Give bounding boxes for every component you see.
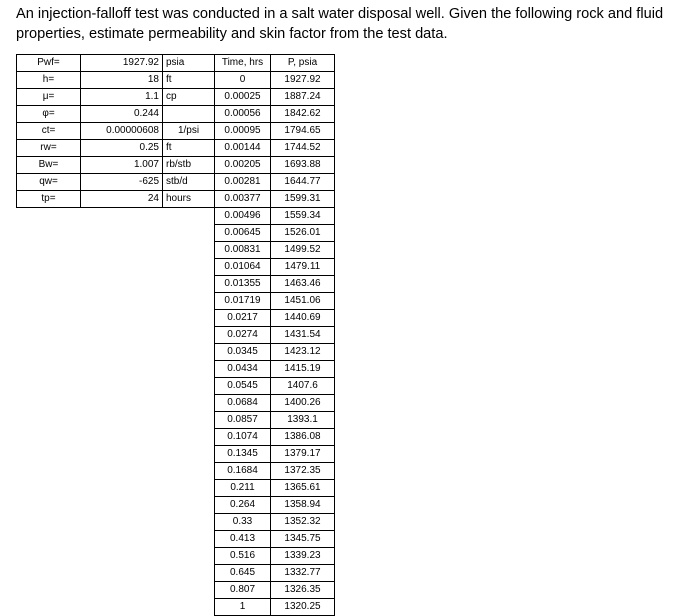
table-row [215,157,335,174]
time-cell: 0.01355 [215,276,271,293]
time-cell: 0.0217 [215,310,271,327]
table-row [215,259,335,276]
property-unit: hours [163,191,215,208]
table-row [215,582,335,599]
property-row [17,55,215,72]
property-unit: rb/stb [163,157,215,174]
property-value: 1927.92 [81,55,163,72]
pressure-cell: 1345.75 [271,531,335,548]
table-row [215,327,335,344]
property-label: ct= [17,123,81,140]
table-row [215,548,335,565]
time-cell: 0.645 [215,565,271,582]
table-row [215,446,335,463]
time-cell: 0.00377 [215,191,271,208]
pressure-cell: 1693.88 [271,157,335,174]
test-data-table [214,54,335,616]
pressure-cell: 1451.06 [271,293,335,310]
problem-statement: An injection-falloff test was conducted in a salt water disposal well. Given the following rock and fluid properties, estimate permeability and skin factor from the test data. [16,6,664,42]
pressure-cell: 1440.69 [271,310,335,327]
time-cell: 0.0684 [215,395,271,412]
pressure-cell: 1499.52 [271,242,335,259]
table-row [215,395,335,412]
time-cell: 0.264 [215,497,271,514]
table-row [215,225,335,242]
header-row [215,55,335,72]
time-cell: 0.807 [215,582,271,599]
time-cell: 1 [215,599,271,616]
time-cell: 0.00144 [215,140,271,157]
table-row [215,123,335,140]
table-row [215,480,335,497]
property-row [17,89,215,106]
table-row [215,463,335,480]
property-label: qw= [17,174,81,191]
pressure-cell: 1379.17 [271,446,335,463]
table-row [215,361,335,378]
pressure-cell: 1393.1 [271,412,335,429]
pressure-cell: 1320.25 [271,599,335,616]
property-value: 1.1 [81,89,163,106]
property-row [17,106,215,123]
table-row [215,310,335,327]
pressure-cell: 1407.6 [271,378,335,395]
pressure-cell: 1386.08 [271,429,335,446]
property-label: h= [17,72,81,89]
property-value: -625 [81,174,163,191]
property-label: Pwf= [17,55,81,72]
table-row [215,242,335,259]
table-row [215,174,335,191]
time-cell: 0.00056 [215,106,271,123]
property-value: 24 [81,191,163,208]
pressure-cell: 1332.77 [271,565,335,582]
table-row [215,599,335,616]
time-cell: 0.01719 [215,293,271,310]
pressure-cell: 1423.12 [271,344,335,361]
property-unit: stb/d [163,174,215,191]
table-row [215,412,335,429]
property-value: 1.007 [81,157,163,174]
table-row [215,72,335,89]
table-row [215,191,335,208]
property-label: tp= [17,191,81,208]
table-row [215,140,335,157]
time-cell: 0.33 [215,514,271,531]
table-row [215,514,335,531]
property-value: 0.244 [81,106,163,123]
table-row [215,293,335,310]
pressure-cell: 1794.65 [271,123,335,140]
property-unit [163,106,215,123]
table-row [215,497,335,514]
pressure-cell: 1352.32 [271,514,335,531]
time-cell: 0.01064 [215,259,271,276]
time-cell: 0.0345 [215,344,271,361]
time-cell: 0.0434 [215,361,271,378]
time-cell: 0 [215,72,271,89]
property-row [17,123,215,140]
pressure-cell: 1431.54 [271,327,335,344]
pressure-cell: 1326.35 [271,582,335,599]
time-cell: 0.0274 [215,327,271,344]
time-cell: 0.211 [215,480,271,497]
property-label: μ= [17,89,81,106]
pressure-cell: 1372.35 [271,463,335,480]
pressure-cell: 1599.31 [271,191,335,208]
property-unit: psia [163,55,215,72]
table-row [215,208,335,225]
property-unit: ft [163,72,215,89]
pressure-cell: 1842.62 [271,106,335,123]
table-row [215,276,335,293]
pressure-cell: 1887.24 [271,89,335,106]
pressure-cell: 1644.77 [271,174,335,191]
property-row [17,140,215,157]
time-cell: 0.0545 [215,378,271,395]
time-cell: 0.00095 [215,123,271,140]
pressure-cell: 1339.23 [271,548,335,565]
time-cell: 0.00831 [215,242,271,259]
pressure-cell: 1479.11 [271,259,335,276]
properties-table [16,54,215,208]
pressure-cell: 1365.61 [271,480,335,497]
time-cell: 0.413 [215,531,271,548]
property-row [17,174,215,191]
property-unit: ft [163,140,215,157]
pressure-cell: 1526.01 [271,225,335,242]
property-unit: 1/psi [163,123,215,140]
pressure-cell: 1415.19 [271,361,335,378]
property-unit: cp [163,89,215,106]
time-cell: 0.00645 [215,225,271,242]
property-value: 0.00000608 [81,123,163,140]
time-cell: 0.0857 [215,412,271,429]
pressure-cell: 1400.26 [271,395,335,412]
property-value: 0.25 [81,140,163,157]
table-row [215,106,335,123]
property-label: φ= [17,106,81,123]
table-row [215,531,335,548]
property-value: 18 [81,72,163,89]
pressure-cell: 1559.34 [271,208,335,225]
time-cell: 0.00281 [215,174,271,191]
time-cell: 0.1345 [215,446,271,463]
time-cell: 0.1684 [215,463,271,480]
pressure-header: P, psia [271,55,335,72]
table-row [215,429,335,446]
time-cell: 0.00205 [215,157,271,174]
time-header: Time, hrs [215,55,271,72]
table-row [215,378,335,395]
pressure-cell: 1358.94 [271,497,335,514]
pressure-cell: 1927.92 [271,72,335,89]
property-label: Bw= [17,157,81,174]
table-row [215,565,335,582]
time-cell: 0.516 [215,548,271,565]
time-cell: 0.00025 [215,89,271,106]
table-row [215,344,335,361]
property-row [17,72,215,89]
property-row [17,191,215,208]
table-row [215,89,335,106]
time-cell: 0.1074 [215,429,271,446]
property-row [17,157,215,174]
pressure-cell: 1463.46 [271,276,335,293]
time-cell: 0.00496 [215,208,271,225]
property-label: rw= [17,140,81,157]
pressure-cell: 1744.52 [271,140,335,157]
